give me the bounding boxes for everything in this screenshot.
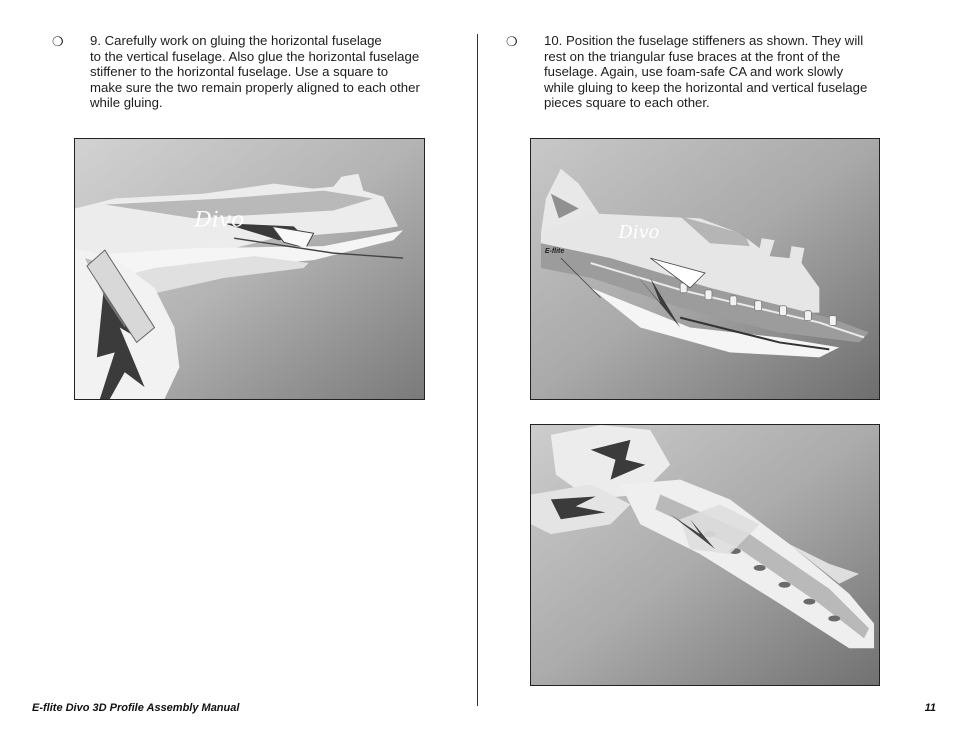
- step-9-checkbox-circle: ❍: [52, 34, 64, 49]
- step-10-text: 10. Position the fuselage stiffeners as shown. They will rest on the triangular fuse braces at the front of the fuselage. Again, use foam-safe CA and work slowly while gluing to keep the horizontal and vertical fuselage pieces square to each other.: [544, 33, 868, 111]
- photo-9-divo-script: Divo: [194, 207, 245, 233]
- step-9-text: 9. Carefully work on gluing the horizontal fuselage to the vertical fuselage. Also glue the horizontal fuselage stiffener to the horizontal fuselage. Use a square to make sure the two remain properly aligned to each other while gluing.: [90, 33, 420, 111]
- photo-step-10-stiffener-side-view: [530, 138, 880, 400]
- photo-10a-divo-script: Divo: [618, 222, 660, 244]
- photo-step-9-fuselage-gluing: [74, 138, 425, 400]
- column-divider: [477, 34, 478, 706]
- photo-step-10a-illustration: [531, 139, 879, 399]
- photo-10a-eflite-logo: E-flite: [544, 248, 565, 256]
- footer-manual-title: E-flite Divo 3D Profile Assembly Manual: [32, 702, 240, 714]
- photo-step-10b-illustration: [531, 425, 879, 685]
- photo-step-9-illustration: [75, 139, 424, 399]
- page-number: 11: [924, 702, 936, 714]
- step-10-checkbox-circle: ❍: [506, 34, 518, 49]
- photo-step-10-stiffener-top-view: [530, 424, 880, 686]
